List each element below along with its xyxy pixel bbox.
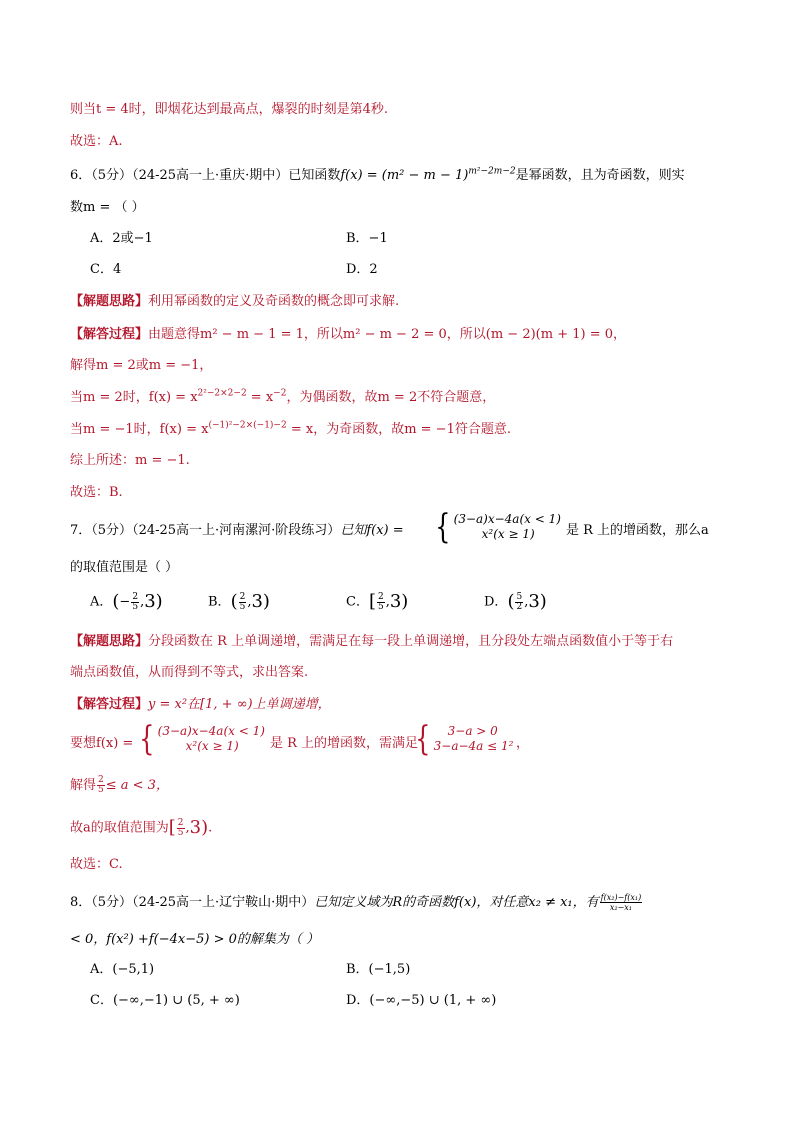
q7-option-a: A．(− $\frac{2}{5}$ ,3) xyxy=(90,591,163,612)
q6-proc-2: 解得m = 2或m = −1， xyxy=(70,358,213,373)
q7-proc-label: 【解答过程】 xyxy=(70,697,149,712)
q6-proc-4b: = x，为奇函数，故m = −1符合题意. xyxy=(286,422,511,437)
q7-proc-2b: 是 R 上的增函数，需满足 xyxy=(270,736,419,751)
q6-option-b: B．−1 xyxy=(346,231,388,246)
q6-idea-label: 【解题思路】 xyxy=(70,294,149,309)
q8-source: （24-25高一上·辽宁鞍山·期中） xyxy=(132,895,315,910)
q6-idea xyxy=(70,292,399,312)
q6-score: （5分） xyxy=(91,168,133,183)
q7-proc-1-text: y = x²在[1, + ∞)上单调递增， xyxy=(148,697,331,712)
q8-option-b: B．(−1,5) xyxy=(346,962,411,977)
q7-proc-2a: 要想f(x) = xyxy=(70,736,134,751)
q7-proc-2c: ， xyxy=(516,736,530,751)
q7-proc-piece-2: x²(x ≥ 1) xyxy=(185,739,239,753)
q6-stem-line1 xyxy=(70,166,685,186)
q6-proc-3 xyxy=(70,388,495,408)
q7-stem-b: 是 R 上的增函数，那么a xyxy=(566,523,709,538)
q5-conclusion: 则当t = 4时，即烟花达到最高点，爆裂的时刻是第4秒. xyxy=(70,102,389,117)
q7-piece-2: x²(x ≥ 1) xyxy=(481,527,535,541)
q7-number: 7． xyxy=(70,523,92,538)
q6-proc-4exp: (−1)²−2×(−1)−2 xyxy=(208,420,287,431)
q6-proc-3a: 当m = 2时，f(x) = x xyxy=(70,390,198,405)
q8-score: （5分） xyxy=(91,895,133,910)
q6-stem-a: 已知函数 xyxy=(288,168,341,183)
q5-answer: 故选：A. xyxy=(70,134,123,149)
q7-idea-text-2: 端点函数值，从而得到不等式，求出答案. xyxy=(70,665,309,680)
q7-proc-3: 解得 $\frac{2}{5}$ ≤ a < 3， xyxy=(70,775,169,795)
q8-option-d: D．(−∞,−5) ∪ (1, + ∞) xyxy=(346,993,497,1008)
q7-stem-line1 xyxy=(70,521,404,541)
q7-cond-2: 3−a−4a ≤ 1² xyxy=(433,739,514,753)
q7-option-d: D．( $\frac{5}{2}$ ,3) xyxy=(484,591,547,612)
q6-source: （24-25高一上·重庆·期中） xyxy=(132,168,289,183)
q7-proc-piecewise xyxy=(136,719,265,759)
q6-proc-4a: 当m = −1时，f(x) = x xyxy=(70,422,209,437)
q7-cond-system xyxy=(412,719,514,759)
q7-answer: 故选：C. xyxy=(70,857,123,872)
q6-option-a: A．2或−1 xyxy=(90,231,153,246)
q7-idea-1 xyxy=(70,632,673,652)
q6-proc-3c: ，为偶函数，故m = 2不符合题意， xyxy=(286,390,496,405)
q8-option-a: A．(−5,1) xyxy=(90,962,155,977)
q8-stem-b: < 0，f(x²) +f(−4x−5) > 0的解集为（ ） xyxy=(70,932,319,947)
q6-proc-3exp: 2²−2×2−2 xyxy=(197,388,247,399)
q6-proc-3b: = x xyxy=(246,390,274,405)
q6-proc-label: 【解答过程】 xyxy=(70,327,149,342)
q6-proc-1-text: 由题意得m² − m − 1 = 1，所以m² − m − 2 = 0，所以(m − 2)(m + 1) = 0， xyxy=(148,327,627,342)
q7-proc-brace-icon: { xyxy=(139,719,155,759)
q7-proc-4: 故a的取值范围为[ $\frac{2}{5}$ ,3). xyxy=(70,817,213,838)
q6-stem-c: 数m = （ ） xyxy=(70,200,145,215)
q8-option-c: C．(−∞,−1) ∪ (5, + ∞) xyxy=(90,993,240,1008)
q7-option-b: B．( $\frac{2}{5}$ ,3) xyxy=(208,591,270,612)
q7-cond-1: 3−a > 0 xyxy=(447,724,498,738)
q7-stem-c: 的取值范围是（ ） xyxy=(70,560,179,575)
q8-stem-line1 xyxy=(70,893,643,913)
q7-cond-brace-icon: { xyxy=(415,719,431,759)
q7-idea-text-1: 分段函数在 R 上单调递增，需满足在每一段上单调递增，且分段处左端点函数值小于等于右 xyxy=(148,634,674,649)
q7-piece-1: (3−a)x−4a(x < 1) xyxy=(453,512,561,526)
q6-stem-exp: m²−2m−2 xyxy=(468,166,516,177)
q7-piecewise xyxy=(432,507,561,547)
q6-number: 6． xyxy=(70,168,92,183)
q7-proc-piece-1: (3−a)x−4a(x < 1) xyxy=(157,724,265,738)
q6-option-c: C．4 xyxy=(90,262,122,277)
q7-stem-a: 已知f(x) = xyxy=(340,523,404,538)
q6-proc-3exp2: −2 xyxy=(273,388,287,399)
q6-option-d: D．2 xyxy=(346,262,378,277)
q6-answer: 故选：B. xyxy=(70,485,123,500)
q7-idea-label: 【解题思路】 xyxy=(70,634,149,649)
q7-score: （5分） xyxy=(91,523,133,538)
q6-proc-4 xyxy=(70,420,511,440)
q6-stem-b: 是幂函数，且为奇函数，则实 xyxy=(515,168,685,183)
q7-brace-icon: { xyxy=(435,507,451,547)
q7-option-c: C．[ $\frac{2}{5}$ ,3) xyxy=(346,591,409,612)
q7-source: （24-25高一上·河南漯河·阶段练习） xyxy=(132,523,341,538)
q6-idea-text: 利用幂函数的定义及奇函数的概念即可求解. xyxy=(148,294,400,309)
q6-stem-func: f(x) = (m² − m − 1) xyxy=(340,168,469,183)
q6-proc-5: 综上所述：m = −1. xyxy=(70,453,190,468)
q6-proc-1 xyxy=(70,325,626,345)
q7-proc-1 xyxy=(70,695,331,715)
q8-number: 8． xyxy=(70,895,92,910)
q8-stem-a: 已知定义域为R的奇函数f(x)，对任意x₂ ≠ x₁，有 xyxy=(314,895,599,910)
q8-difference-quotient: $\frac{\text{f(x₂)−f(x₁)}}{\text{x₂−x₁}}$ xyxy=(600,893,642,912)
